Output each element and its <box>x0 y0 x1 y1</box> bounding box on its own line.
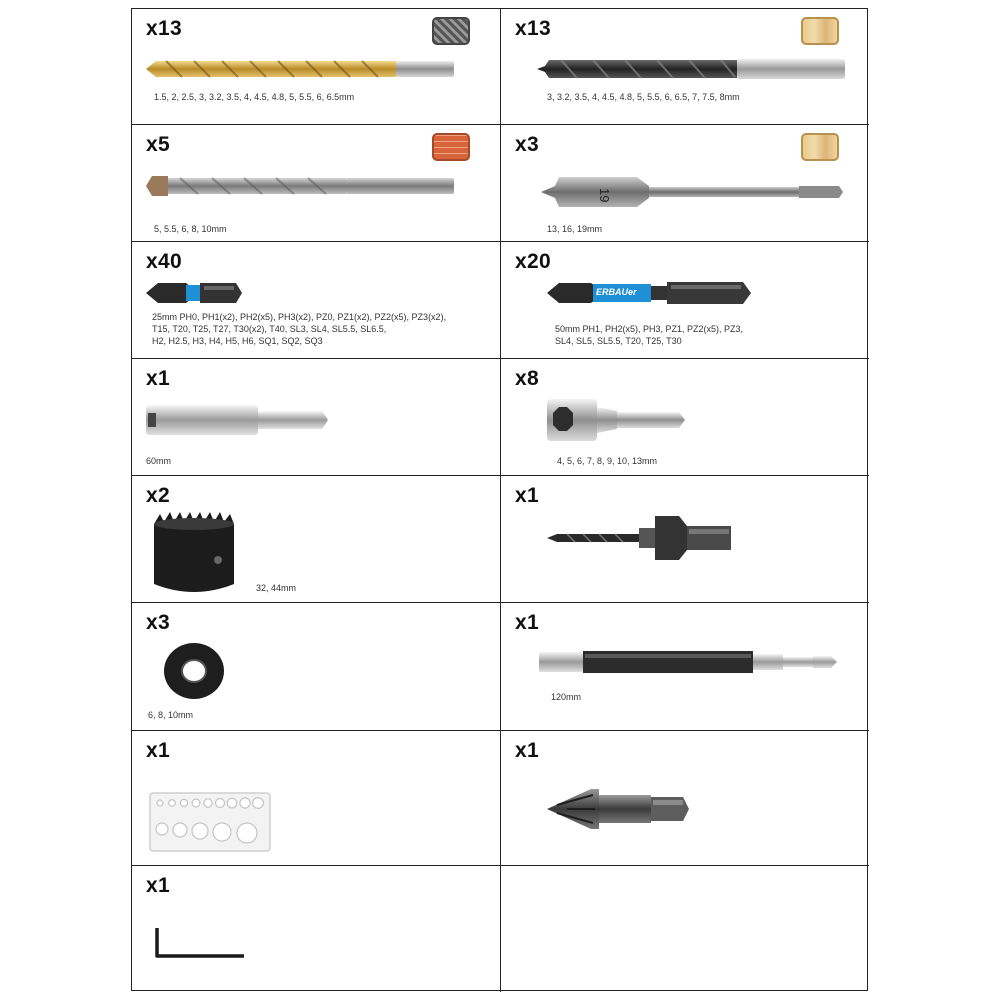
size-spec-line-3: H2, H2.5, H3, H4, H5, H6, SQ1, SQ2, SQ3 <box>152 336 323 346</box>
cell-countersink <box>501 731 869 866</box>
countersink-image <box>547 787 697 831</box>
spade-bit-size-label: 19 <box>597 188 612 203</box>
size-spec: 60mm <box>146 456 172 466</box>
size-spec: 6, 8, 10mm <box>148 710 194 720</box>
masonry-drill-bit-image <box>146 173 456 199</box>
quantity-label: x2 <box>146 484 170 507</box>
brand-label: ERBAUer <box>596 287 637 297</box>
quantity-label: x1 <box>515 611 539 634</box>
wood-icon <box>801 17 839 45</box>
size-spec-line-1: 25mm PH0, PH1(x2), PH2(x5), PH3(x2), PZ0, PZ1(x2), PZ2(x5), PZ3(x2), <box>152 312 447 322</box>
cell-drill-gauge <box>132 731 501 866</box>
product-contents-grid <box>131 8 868 991</box>
quantity-label: x1 <box>515 739 539 762</box>
metal-icon <box>432 17 470 45</box>
size-spec: 13, 16, 19mm <box>547 224 603 234</box>
quantity-label: x3 <box>146 611 170 634</box>
quantity-label: x3 <box>515 133 539 156</box>
cell-extension-holder <box>501 603 869 731</box>
cell-hex-key <box>132 866 501 992</box>
wood-drill-bit-image <box>537 57 847 81</box>
size-spec: 120mm <box>551 692 582 702</box>
cell-hole-saw-arbor <box>501 476 869 603</box>
quantity-label: x40 <box>146 250 182 273</box>
extension-holder-image <box>539 649 839 675</box>
size-spec-line-2: SL4, SL5, SL5.5, T20, T25, T30 <box>555 336 682 346</box>
50mm-bit-image <box>547 278 757 308</box>
quantity-label: x13 <box>146 17 182 40</box>
depth-stop-image <box>162 639 228 701</box>
cell-bit-holder <box>132 359 501 476</box>
size-spec-line-1: 50mm PH1, PH2(x5), PH3, PZ1, PZ2(x5), PZ3, <box>555 324 744 334</box>
quantity-label: x20 <box>515 250 551 273</box>
wood-icon <box>801 133 839 161</box>
brick-icon <box>432 133 470 161</box>
size-spec-line-2: T15, T20, T25, T27, T30(x2), T40, SL3, SL4, SL5.5, SL6.5, <box>152 324 387 334</box>
arbor-image <box>547 510 737 566</box>
quantity-label: x1 <box>146 367 170 390</box>
quantity-label: x1 <box>515 484 539 507</box>
quantity-label: x13 <box>515 17 551 40</box>
cell-50mm-screwdriver-bits <box>501 242 869 359</box>
cell-wood-drill-bits <box>501 9 869 125</box>
cell-hole-saws <box>132 476 501 603</box>
hex-key-image <box>154 926 246 960</box>
size-spec: 5, 5.5, 6, 8, 10mm <box>154 224 227 234</box>
size-spec: 32, 44mm <box>256 583 297 593</box>
quantity-label: x1 <box>146 874 170 897</box>
cell-25mm-screwdriver-bits <box>132 242 501 359</box>
cell-spade-bits <box>501 125 869 242</box>
size-spec: 1.5, 2, 2.5, 3, 3.2, 3.5, 4, 4.5, 4.8, 5, 5.5, 6, 6.5mm <box>154 92 355 102</box>
cell-nut-drivers <box>501 359 869 476</box>
cell-hss-drill-bits <box>132 9 501 125</box>
drill-gauge-image <box>150 793 272 853</box>
quantity-label: x5 <box>146 133 170 156</box>
25mm-bit-image <box>146 278 246 308</box>
size-spec: 4, 5, 6, 7, 8, 9, 10, 13mm <box>557 456 658 466</box>
cell-masonry-drill-bits <box>132 125 501 242</box>
spade-bit-image <box>541 175 851 209</box>
size-spec: 3, 3.2, 3.5, 4, 4.5, 4.8, 5, 5.5, 6, 6.5, 7, 7.5, 8mm <box>547 92 740 102</box>
hss-drill-bit-image <box>146 57 456 81</box>
bit-holder-image <box>146 403 336 437</box>
quantity-label: x8 <box>515 367 539 390</box>
cell-depth-stops <box>132 603 501 731</box>
cell-empty <box>501 866 869 992</box>
quantity-label: x1 <box>146 739 170 762</box>
hole-saw-image <box>152 510 242 596</box>
nut-driver-image <box>547 397 687 443</box>
